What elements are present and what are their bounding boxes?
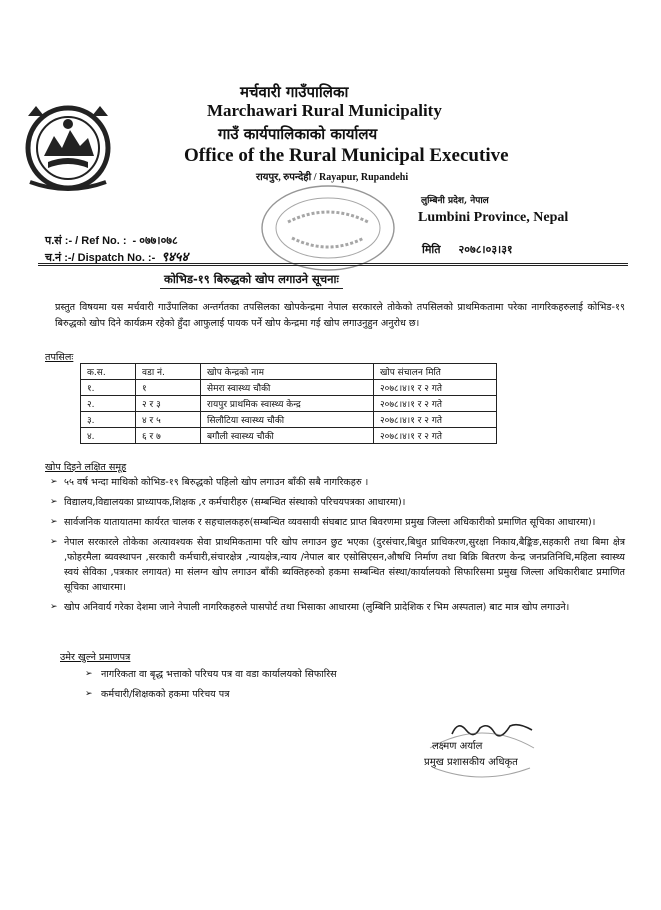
signatory-title: प्रमुख प्रशासकीय अधिकृत: [424, 757, 518, 768]
cell-ward: १: [136, 380, 201, 396]
cell-date: २०७८।४।१ र २ गते: [374, 428, 497, 444]
table-row: [81, 380, 497, 396]
arrow-bullet-icon: ➢: [50, 517, 58, 527]
column-header-center: खोप केन्द्रको नाम: [201, 364, 374, 380]
cell-serial: ३.: [81, 412, 136, 428]
municipality-name-nepali: मर्चवारी गाउँपालिका: [240, 83, 349, 101]
table-row: [81, 396, 497, 412]
date-value: २०७८।०३।३१: [458, 243, 513, 256]
ref-value: - ०७७।०७८: [132, 235, 178, 247]
table-row: [81, 412, 497, 428]
office-address: रायपुर, रुपन्देही / Rayapur, Rupandehi: [256, 172, 409, 183]
list-item: [50, 535, 625, 595]
signatory-name: लक्ष्मण अर्याल: [432, 741, 483, 752]
cell-ward: ४ र ५: [136, 412, 201, 428]
arrow-bullet-icon: ➢: [50, 602, 58, 612]
arrow-bullet-icon: ➢: [85, 669, 93, 679]
ref-number: [45, 233, 178, 248]
cell-center: सिलौटिया स्वास्थ्य चौकी: [201, 412, 374, 428]
ref-label: प.सं :- / Ref No. :: [45, 235, 127, 247]
cell-center: बगौली स्वास्थ्य चौकी: [201, 428, 374, 444]
list-item-text: ५५ वर्ष भन्दा माथिको कोभिड-१९ बिरुद्धको पहिलो खोप लगाउन बाँकी सबै नागरिकहरु ।: [64, 477, 369, 488]
arrow-bullet-icon: ➢: [85, 689, 93, 699]
cell-serial: २.: [81, 396, 136, 412]
arrow-bullet-icon: ➢: [50, 537, 58, 547]
list-item: [50, 515, 625, 530]
arrow-bullet-icon: ➢: [50, 497, 58, 507]
list-item-text: नागरिकता वा बृद्ध भत्ताको परिचय पत्र वा वडा कार्यालयको सिफारिस: [101, 669, 337, 680]
issue-date: [422, 242, 513, 257]
list-item: [85, 687, 337, 702]
list-item-text: नेपाल सरकारले तोकेका अत्यावश्यक सेवा प्राथमिकतामा परि खोप लगाउन छुट भएका (दुरसंचार,बिधुत प्राधिकरण,सुरक्षा निकाय,बैङ्किङ,सहकारी तथा बिमा क्षेत्र ,फोहरमैला ब्यवस्थापन ,सरकारी कर्मचारी,संचारक्षेत्र ,न्यायक्षेत्र,न्याय /नेपाल बार एसोसिएसन,औषधि निर्माण तथा बिक्रि बितरण केन्द्र जनप्रतिनिधि,महिला स्वास्थ्य स्वयं सेविका ,पत्रकार लगायत) मा संलग्न खोप लगाउन बाँकी ब्यक्तिहरुको हकमा सम्बन्धित संस्था/कार्यालयको सिफारिसमा प्रमुख जिल्ला अधिकारीबाट प्रमाणित सूचिका आधारमा।: [64, 537, 625, 593]
dispatch-label: च.नं :-/ Dispatch No. :-: [45, 252, 156, 264]
list-item-text: कर्मचारी/शिक्षकको हकमा परिचय पत्र: [101, 689, 230, 700]
cell-date: २०७८।४।१ र २ गते: [374, 380, 497, 396]
list-item-text: सार्वजनिक यातायातमा कार्यरत चालक र सहचालकहरु(सम्बन्धित व्यवसायी संघबाट प्राप्त बिवरणमा प्रमुख जिल्ला अधिकारीको प्रमाणित सूचिका आधारमा)।: [64, 517, 596, 528]
age-proof-label: उमेर खुल्ने प्रमाणपत्र: [60, 652, 131, 663]
header-divider-secondary: [38, 265, 628, 266]
cell-date: २०७८।४।१ र २ गते: [374, 396, 497, 412]
column-header-date: खोप संचालन मिति: [374, 364, 497, 380]
province-nepali: लुम्बिनी प्रदेश, नेपाल: [421, 196, 489, 206]
target-groups-label: खोप दिइने लक्षित समूह: [45, 462, 127, 473]
intro-paragraph: प्रस्तुत विषयमा यस मर्चवारी गाउँपालिका अन्तर्गतका तपसिलका खोपकेन्द्रमा नेपाल सरकारले तोकेको तपसिलको प्राथमिकतामा परेका नागरिकहरुलाई कोभिड-१९ बिरुद्धको खोप दिने कार्यक्रम रहेको हुँदा आफुलाई पायक पर्ने खोप केन्द्रमा गई खोप लगाउनुहुन अनुरोध छ।: [55, 302, 625, 329]
table-header-row: [81, 364, 497, 380]
arrow-bullet-icon: ➢: [50, 477, 58, 487]
notice-subject: कोभिड-१९ बिरुद्धको खोप लगाउने सूचनाः: [160, 272, 343, 289]
header-divider: [38, 263, 628, 264]
list-item: [50, 600, 625, 615]
cell-serial: ४.: [81, 428, 136, 444]
list-item: [50, 495, 625, 510]
cell-center: रायपुर प्राथमिक स्वास्थ्य केन्द्र: [201, 396, 374, 412]
cell-ward: २ र ३: [136, 396, 201, 412]
cell-ward: ६ र ७: [136, 428, 201, 444]
office-name-english: Office of the Rural Municipal Executive: [184, 145, 509, 166]
age-proof-list: [85, 667, 337, 707]
list-item: [50, 475, 625, 490]
dispatch-value: ९४५४: [161, 250, 189, 265]
office-seal-stamp: [258, 182, 398, 274]
target-groups-list: [50, 475, 625, 620]
province-english: Lumbini Province, Nepal: [418, 210, 569, 225]
list-item: [85, 667, 337, 682]
municipality-name-english: Marchawari Rural Municipality: [207, 101, 442, 120]
cell-center: सेमरा स्वास्थ्य चौकी: [201, 380, 374, 396]
vaccination-centers-table: [80, 363, 497, 444]
list-item-text: विद्यालय,विद्यालयका प्राध्यापक,शिक्षक ,र कर्मचारीहरु (सम्बन्धित संस्थाको परिचयपत्रका आधारमा)।: [64, 497, 406, 508]
list-item-text: खोप अनिवार्य गरेका देशमा जाने नेपाली नागरिकहरुले पासपोर्ट तथा भिसाका आधारमा (लुम्बिनि प्रादेशिक र भिम अस्पताल) बाट मात्र खोप लगाउने।: [64, 602, 570, 613]
column-header-ward: वडा नं.: [136, 364, 201, 380]
table-row: [81, 428, 497, 444]
office-name-nepali: गाउँ कार्यपालिकाको कार्यालय: [218, 125, 378, 143]
cell-serial: १.: [81, 380, 136, 396]
government-emblem-logo: [22, 96, 114, 196]
schedule-label: तपसिलः: [45, 352, 74, 363]
column-header-serial: क.स.: [81, 364, 136, 380]
date-label: मिति: [422, 243, 441, 256]
cell-date: २०७८।४।१ र २ गते: [374, 412, 497, 428]
